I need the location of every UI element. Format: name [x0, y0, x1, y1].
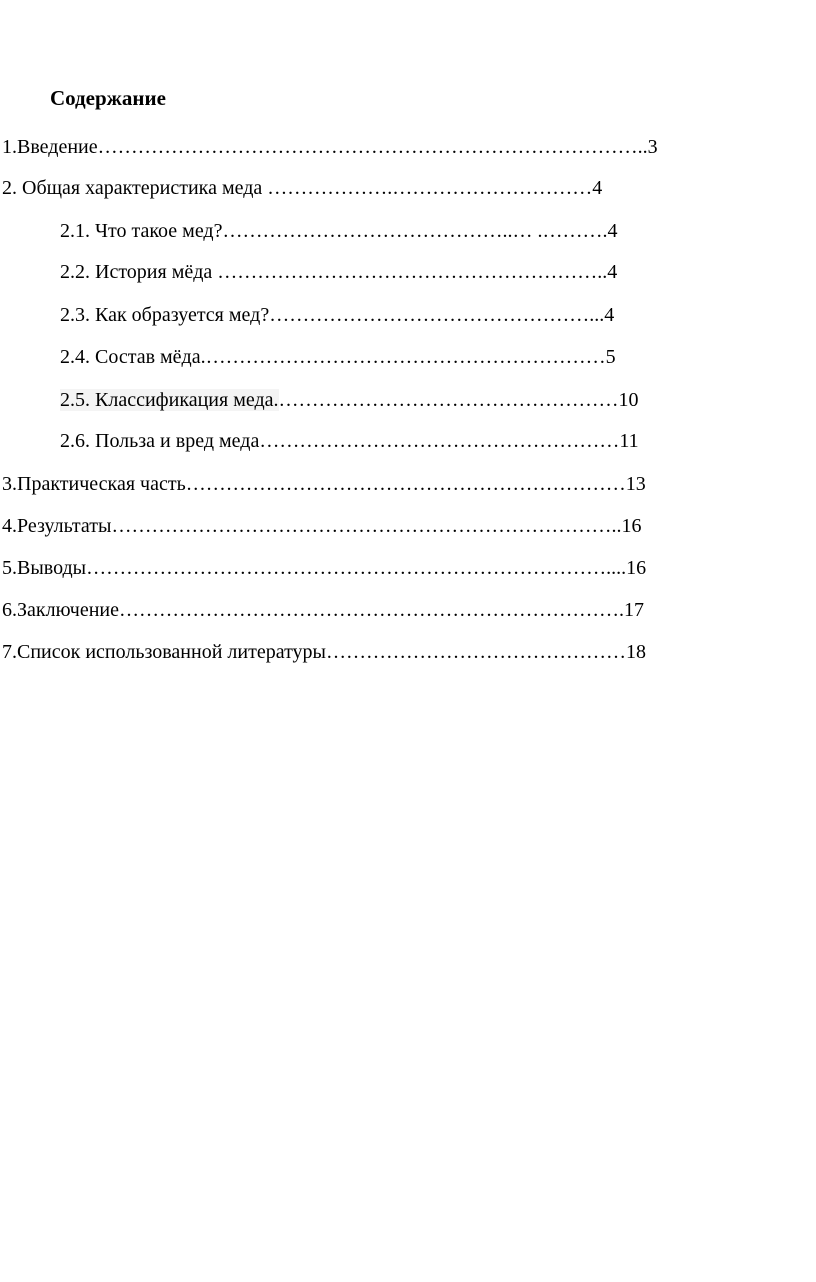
toc-entry-label: 6.Заключение	[2, 599, 119, 621]
toc-entry-page: 16	[626, 557, 647, 579]
toc-entry-leader: …………………………………………………..	[217, 261, 608, 283]
toc-entry-summary	[2, 598, 644, 622]
toc-entry-page: 4	[604, 304, 615, 326]
toc-entry-leader: ……………………………………………………………………....	[86, 557, 627, 579]
toc-entry-page: 5	[605, 346, 616, 368]
toc-entry-label: 5.Выводы	[2, 557, 87, 579]
toc-entry-page: 13	[625, 473, 646, 495]
toc-entry-leader: …………………………………………………………………	[119, 599, 619, 621]
toc-title: Содержание	[50, 86, 166, 110]
toc-entry-composition	[60, 345, 616, 369]
toc-entry-label: 7.Список использованной литературы	[2, 641, 326, 663]
toc-entry-page: 3	[647, 136, 658, 158]
toc-entry-conclusions	[2, 556, 646, 580]
toc-entry-practical	[2, 472, 646, 496]
toc-entry-page: 18	[625, 641, 646, 663]
toc-entry-what-is-honey	[60, 219, 617, 243]
toc-entry-classification	[60, 388, 639, 412]
toc-entry-label: 2.6. Польза и вред меда	[60, 430, 260, 452]
toc-entry-benefit-harm	[60, 429, 639, 453]
toc-entry-leader: ………………………………………………………………………..	[97, 136, 648, 158]
toc-entry-page: .17	[619, 599, 644, 621]
toc-entry-label: 2.1. Что такое мед?	[60, 220, 223, 242]
toc-entry-leader: …………………………………………...	[269, 304, 605, 326]
toc-entry-label: 2.3. Как образуется мед?	[60, 304, 270, 326]
toc-entry-references	[2, 640, 646, 664]
toc-entry-leader: ………………………………………………	[259, 430, 620, 452]
toc-entry-page: 11	[619, 430, 639, 452]
toc-entry-leader: ……………………………………………………	[205, 346, 606, 368]
toc-entry-label: 2.4. Состав мёда.	[60, 346, 206, 368]
toc-entry-label: 2.2. История мёда	[60, 261, 218, 283]
toc-entry-label: 2.5. Классификация меда.	[60, 389, 279, 411]
toc-entry-leader: …………………………………………………………………..	[111, 515, 622, 537]
toc-entry-leader: ……………….…………………………	[267, 177, 593, 199]
toc-entry-label: 1.Введение	[2, 136, 98, 158]
toc-entry-page: 10	[618, 389, 639, 411]
toc-entry-label: 2. Общая характеристика меда	[2, 177, 268, 199]
toc-entry-page: 4	[607, 261, 618, 283]
toc-entry-intro	[2, 135, 658, 159]
toc-entry-page: 4	[607, 220, 618, 242]
toc-entry-page: 16	[621, 515, 642, 537]
toc-entry-history	[60, 260, 617, 284]
toc-entry-formation	[60, 303, 614, 327]
toc-entry-leader: ……………………………………………	[278, 389, 619, 411]
toc-entry-page: 4	[592, 177, 603, 199]
toc-entry-leader: ……………………………………..… .……….	[222, 220, 608, 242]
toc-entry-label: 4.Результаты	[2, 515, 112, 537]
toc-entry-leader: ………………………………………	[325, 641, 626, 663]
toc-entry-leader: …………………………………………………………	[185, 473, 626, 495]
toc-entry-general	[2, 176, 602, 200]
toc-entry-label: 3.Практическая часть	[2, 473, 186, 495]
toc-entry-results	[2, 514, 641, 538]
